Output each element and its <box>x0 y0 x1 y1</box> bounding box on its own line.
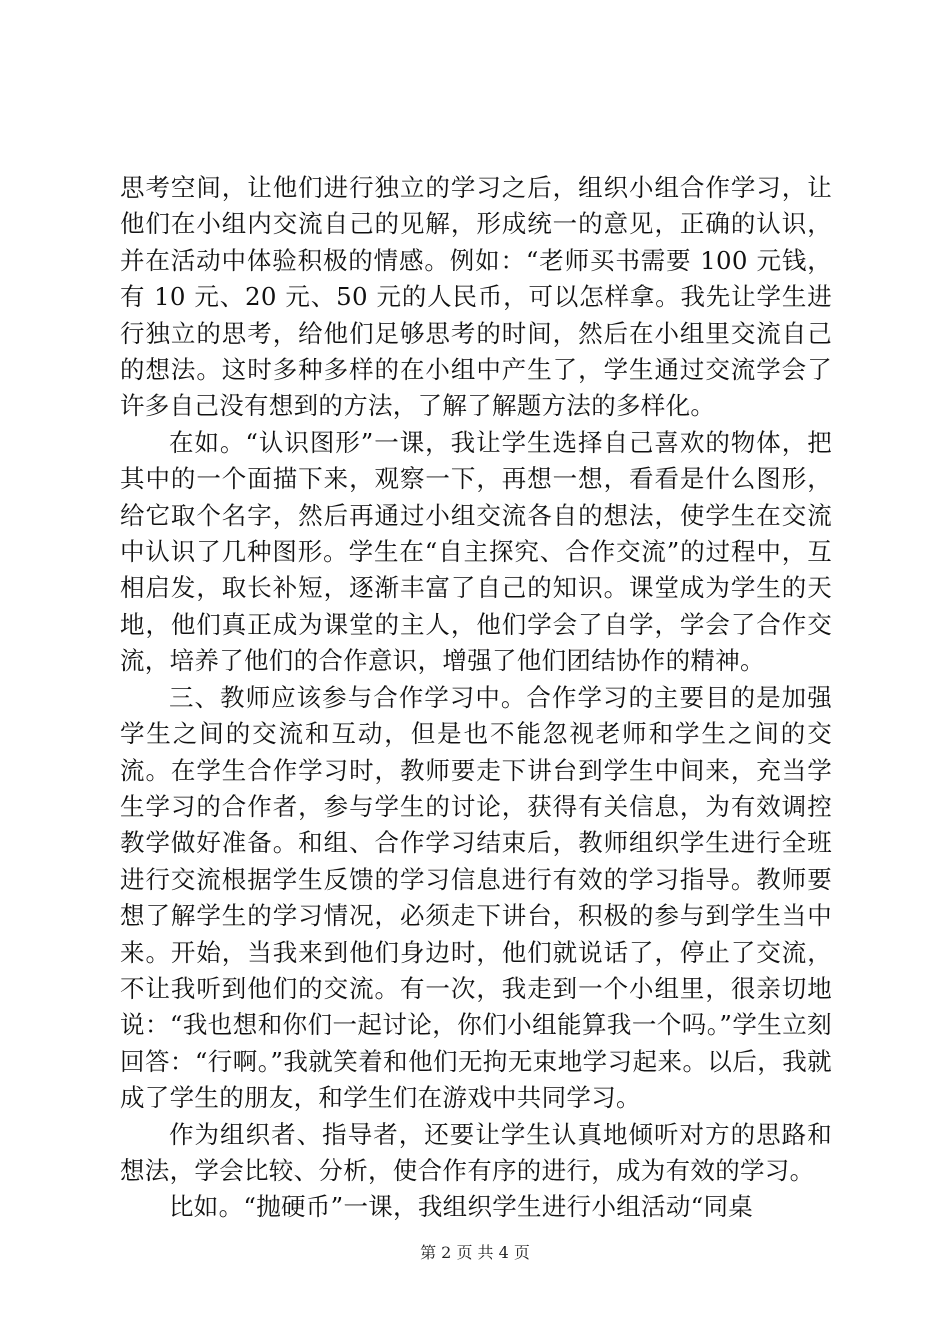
paragraph-1: 思考空间，让他们进行独立的学习之后，组织小组合作学习，让他们在小组内交流自己的见解，形成统一的意见，正确的认识，并在活动中体验积极的情感。例如：“老师买书需要 100 元钱，有 10 元、20 元、50 元的人民币，可以怎样拿。我先让学生进行独立的思考，给他们足够思考的时间，然后在小组里交流自己的想法。这时多种多样的在小组中产生了，学生通过交流学会了许多自己没有想到的方法，了解了解题方法的多样化。 <box>120 173 832 421</box>
paragraph-3: 三、教师应该参与合作学习中。合作学习的主要目的是加强学生之间的交流和互动，但是也不能忽视老师和学生之间的交流。在学生合作学习时，教师要走下讲台到学生中间来，充当学生学习的合作者，参与学生的讨论，获得有关信息，为有效调控教学做好准备。和组、合作学习结束后，教师组织学生进行全班进行交流根据学生反馈的学习信息进行有效的学习指导。教师要想了解学生的学习情况，必须走下讲台，积极的参与到学生当中来。开始，当我来到他们身边时，他们就说话了，停止了交流，不让我听到他们的交流。有一次，我走到一个小组里，很亲切地说：“我也想和你们一起讨论，你们小组能算我一个吗。”学生立刻回答：“行啊。”我就笑着和他们无拘无束地学习起来。以后，我就成了学生的朋友，和学生们在游戏中共同学习。 <box>120 682 832 1113</box>
page-footer: 第 2 页 共 4 页 <box>420 1243 530 1262</box>
paragraph-4: 作为组织者、指导者，还要让学生认真地倾听对方的思路和想法，学会比较、分析，使合作有序的进行，成为有效的学习。 <box>120 1119 832 1185</box>
paragraph-2: 在如。“认识图形”一课，我让学生选择自己喜欢的物体，把其中的一个面描下来，观察一下，再想一想，看看是什么图形，给它取个名字，然后再通过小组交流各自的想法，使学生在交流中认识了几种图形。学生在“自主探究、合作交流”的过程中，互相启发，取长补短，逐渐丰富了自己的知识。课堂成为学生的天地，他们真正成为课堂的主人，他们学会了自学，学会了合作交流，培养了他们的合作意识，增强了他们团结协作的精神。 <box>120 427 832 676</box>
paragraph-5: 比如。“抛硬币”一课，我组织学生进行小组活动“同桌 <box>169 1192 754 1222</box>
document-body <box>120 170 832 1226</box>
